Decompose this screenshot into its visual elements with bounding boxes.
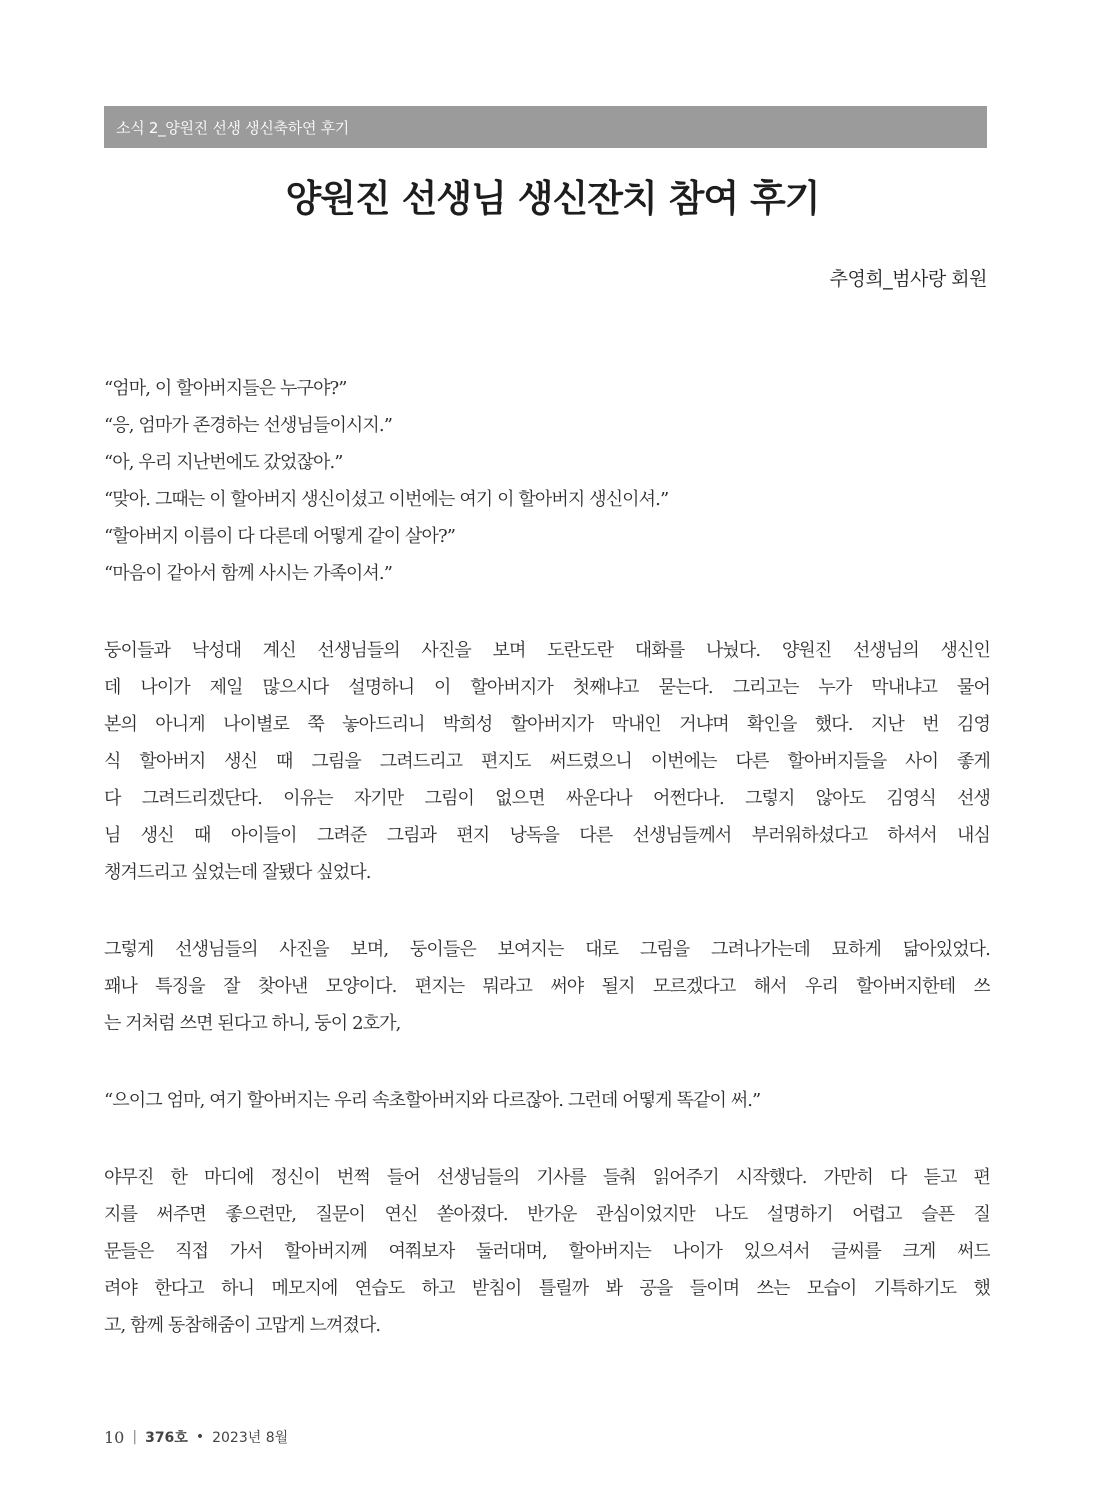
paragraph-line: 지를 써주면 좋으련만, 질문이 연신 쏟아졌다. 반가운 관심이었지만 나도 설명하기 어렵고 슬픈 질 [104, 1204, 990, 1225]
dialogue-line: “할아버지 이름이 다 다른데 어떻게 같이 살아?” [104, 526, 456, 547]
paragraph-3 [104, 1159, 990, 1344]
paragraph-1 [104, 632, 990, 891]
issue-date: 2023년 8월 [212, 1430, 289, 1446]
paragraph-line: 식 할아버지 생신 때 그림을 그려드리고 편지도 써드렸으니 이번에는 다른 할아버지들을 사이 좋게 [104, 751, 990, 772]
author-byline: 추영희_범사랑 회원 [829, 268, 987, 290]
paragraph-2 [104, 931, 990, 1042]
article-body [104, 370, 990, 1344]
section-label: 소식 2_양원진 선생 생신축하연 후기 [116, 118, 349, 137]
paragraph-line: 본의 아니게 나이별로 쭉 놓아드리니 박희성 할아버지가 막내인 거냐며 확인을 했다. 지난 번 김영 [104, 714, 990, 735]
paragraph-line: 려야 한다고 하니 메모지에 연습도 하고 받침이 틀릴까 봐 공을 들이며 쓰는 모습이 기특하기도 했 [104, 1278, 990, 1299]
paragraph-line: 야무진 한 마디에 정신이 번쩍 들어 선생님들의 기사를 들춰 읽어주기 시작했다. 가만히 다 듣고 편 [104, 1167, 990, 1188]
paragraph-line: 문들은 직접 가서 할아버지께 여쭤보자 둘러대며, 할아버지는 나이가 있으셔서 글씨를 크게 써드 [104, 1241, 990, 1262]
article-title: 양원진 선생님 생신잔치 참여 후기 [285, 176, 820, 220]
dialogue-line: “맞아. 그때는 이 할아버지 생신이셨고 이번에는 여기 이 할아버지 생신이셔.” [104, 489, 669, 510]
paragraph-line: 다 그려드리겠단다. 이유는 자기만 그림이 없으면 싸운다나 어쩐다나. 그렇지 않아도 김영식 선생 [104, 788, 990, 809]
paragraph-line: 챙겨드리고 싶었는데 잘됐다 싶었다. [104, 862, 371, 883]
paragraph-line: 고, 함께 동참해줌이 고맙게 느껴졌다. [104, 1315, 381, 1336]
paragraph-line: 꽤나 특징을 잘 찾아낸 모양이다. 편지는 뭐라고 써야 될지 모르겠다고 해서 우리 할아버지한테 쓰 [104, 976, 990, 997]
paragraph-line: 그렇게 선생님들의 사진을 보며, 둥이들은 보여지는 대로 그림을 그려나가는데 묘하게 닮아있었다. [104, 939, 990, 960]
issue-number: 376호 [145, 1430, 188, 1446]
dialogue-line: “응, 엄마가 존경하는 선생님들이시지.” [104, 415, 393, 436]
dialogue-line: “아, 우리 지난번에도 갔었잖아.” [104, 452, 343, 473]
dialogue-line: “엄마, 이 할아버지들은 누구야?” [104, 378, 347, 399]
paragraph-line: 둥이들과 낙성대 계신 선생님들의 사진을 보며 도란도란 대화를 나눴다. 양원진 선생님의 생신인 [104, 640, 990, 661]
paragraph-line: 는 거처럼 쓰면 된다고 하니, 둥이 2호가, [104, 1013, 401, 1034]
section-header-bar [104, 106, 987, 148]
paragraph-line: 님 생신 때 아이들이 그려준 그림과 편지 낭독을 다른 선생님들께서 부러워하셨다고 하셔서 내심 [104, 825, 990, 846]
footer-separator: | [132, 1429, 138, 1445]
page-footer [104, 1427, 288, 1447]
dialogue-line: “마음이 같아서 함께 사시는 가족이셔.” [104, 563, 393, 584]
paragraph-line: 데 나이가 제일 많으시다 설명하니 이 할아버지가 첫째냐고 묻는다. 그리고는 누가 막내냐고 물어 [104, 677, 990, 698]
quote-line: “으이그 엄마, 여기 할아버지는 우리 속초할아버지와 다르잖아. 그런데 어떻게 똑같이 써.” [104, 1090, 761, 1111]
page-number: 10 [104, 1427, 125, 1447]
footer-dot: • [195, 1429, 205, 1445]
dialogue-block [104, 370, 990, 592]
